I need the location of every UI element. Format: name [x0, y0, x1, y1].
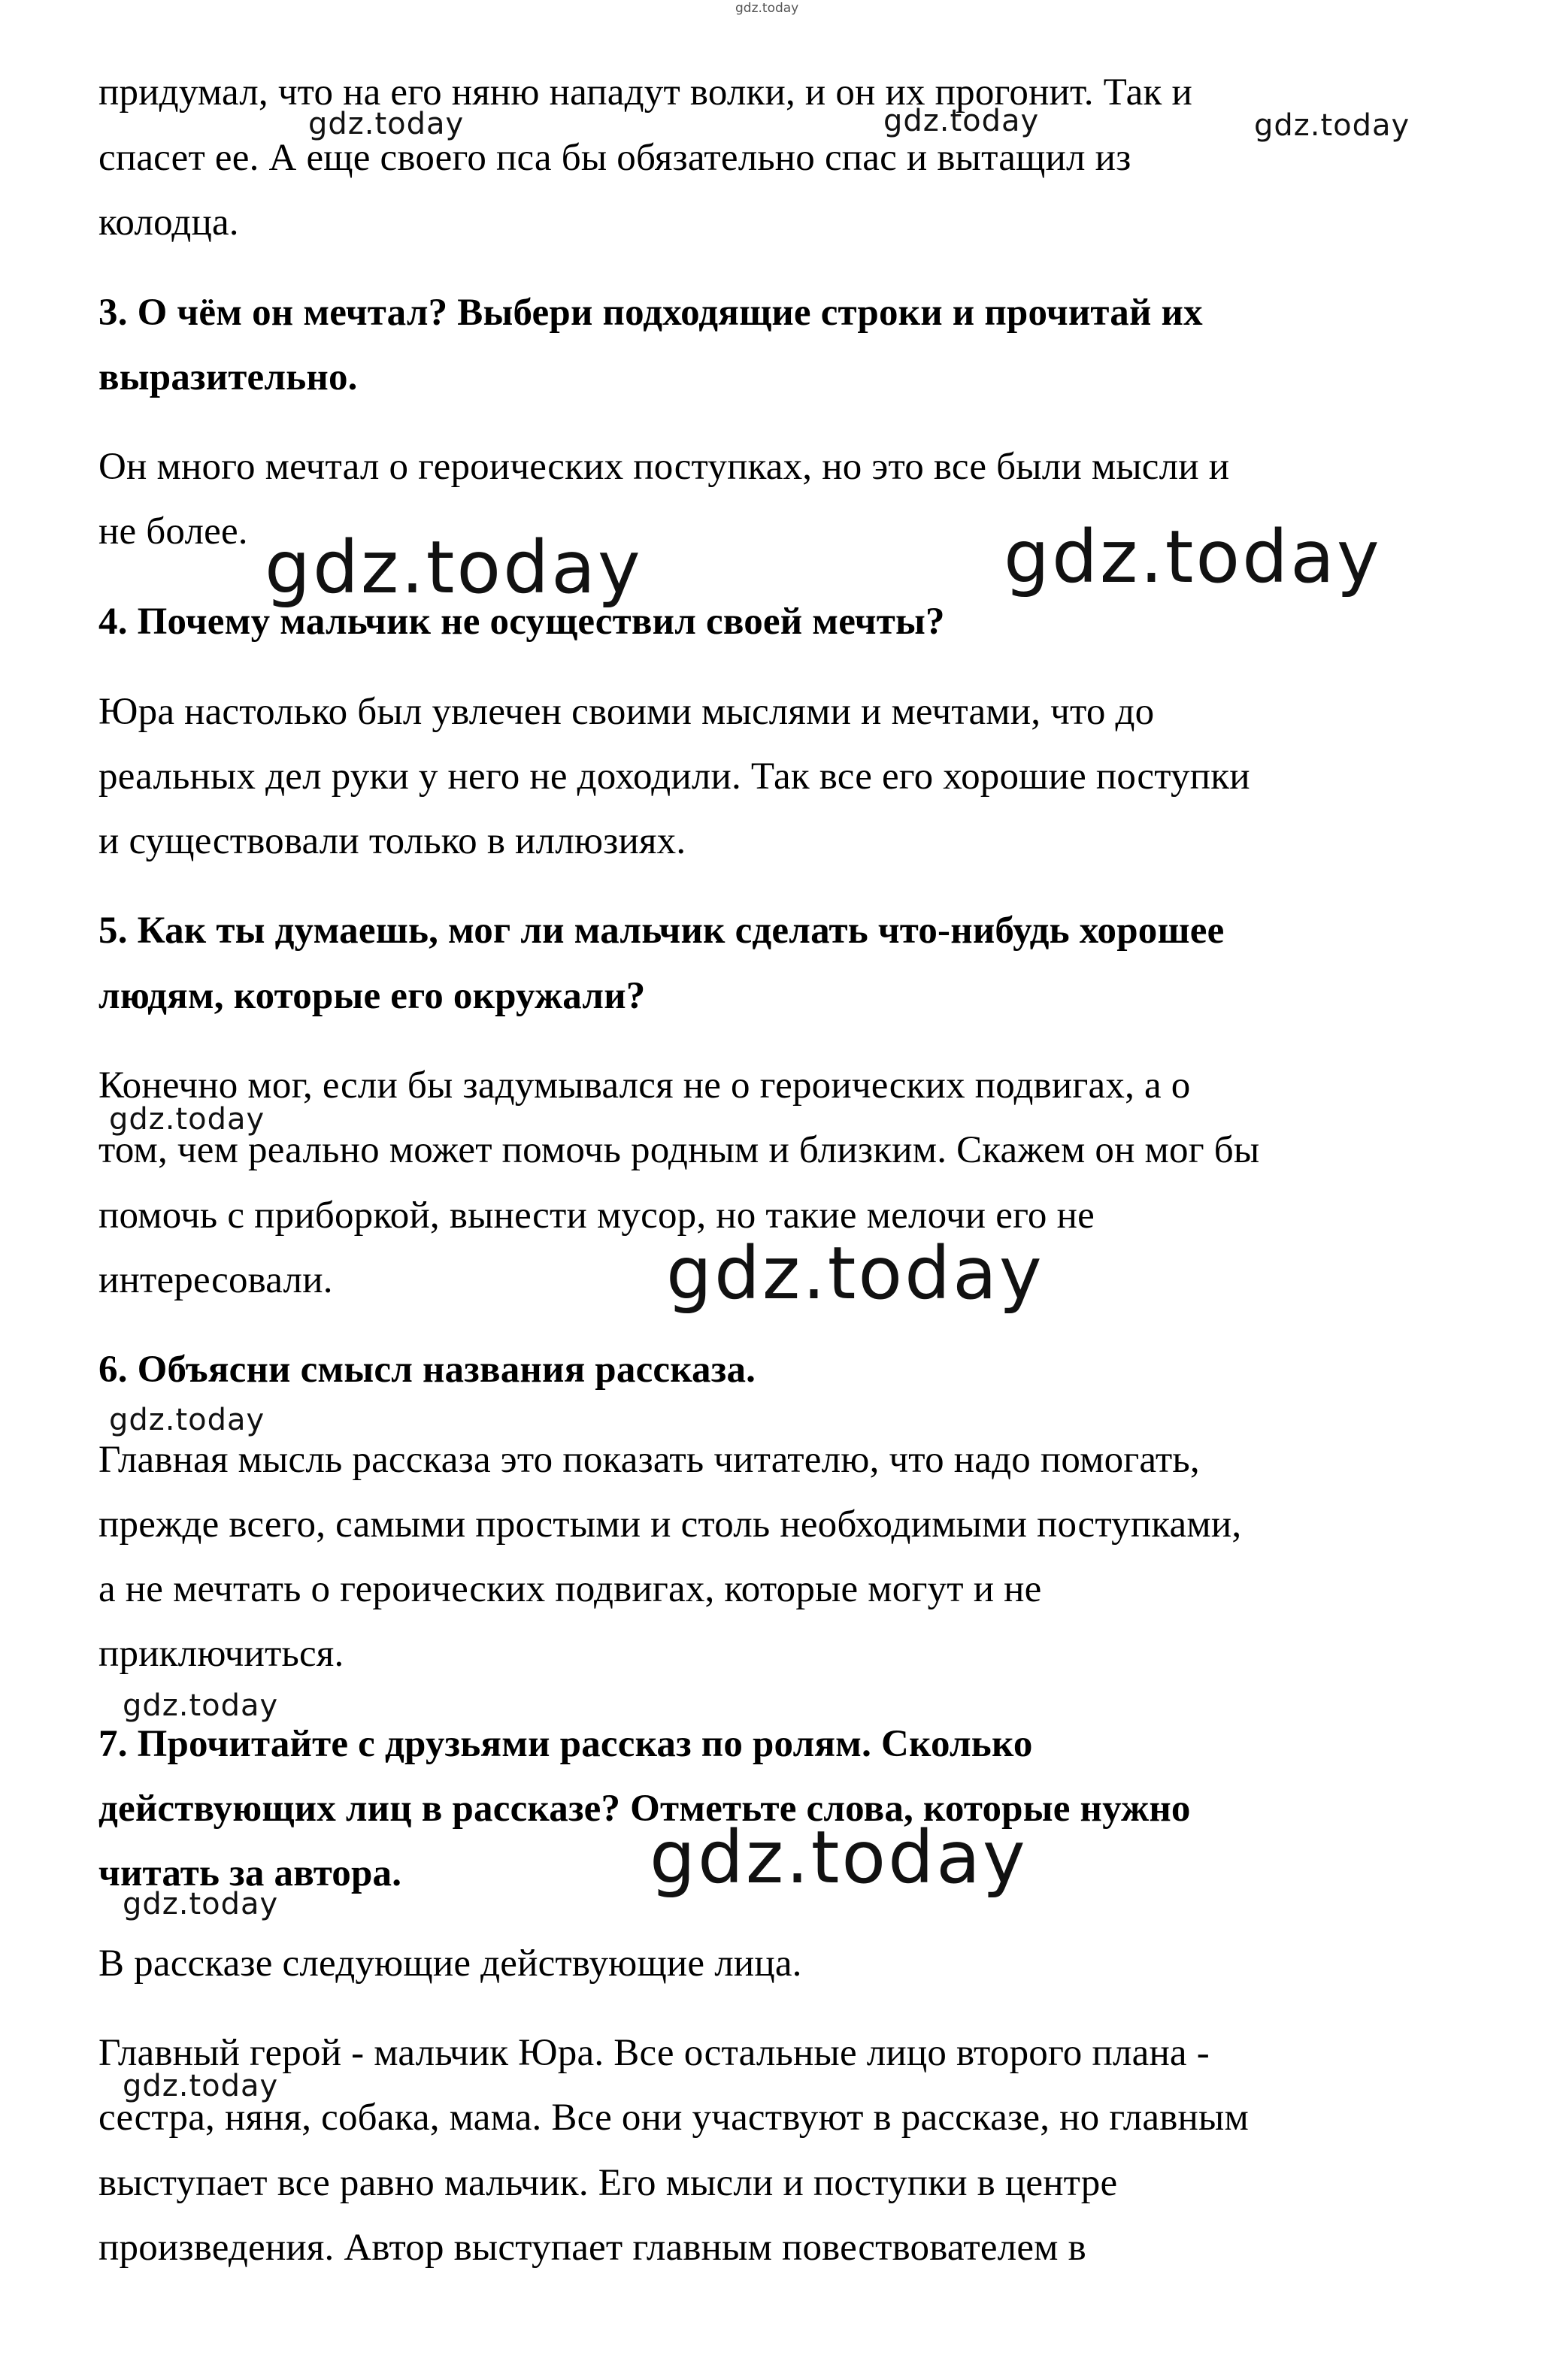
answer-text-line: спасет ее. А еще своего пса бы обязательно спас и вытащил из	[98, 137, 1131, 179]
question-3-line: 3. О чём он мечтал? Выбери подходящие строки и прочитай их	[98, 292, 1203, 334]
question-5-line: людям, которые его окружали?	[98, 975, 646, 1017]
watermark: gdz.today	[123, 1887, 279, 1921]
watermark: gdz.today	[265, 525, 643, 610]
answer-text-line: Юра настолько был увлечен своими мыслями и мечтами, что до	[98, 691, 1155, 733]
answer-text-line: том, чем реально может помочь родным и близким. Скажем он мог бы	[98, 1129, 1260, 1171]
watermark: gdz.today	[1004, 515, 1382, 599]
answer-text-line: приключиться.	[98, 1633, 344, 1675]
watermark: gdz.today	[123, 1688, 279, 1723]
watermark: gdz.today	[883, 104, 1040, 138]
answer-text-line: В рассказе следующие действующие лица.	[98, 1942, 802, 1985]
answer-text-line: и существовали только в иллюзиях.	[98, 820, 686, 862]
question-7-line: читать за автора.	[98, 1852, 402, 1894]
answer-text-line: Главный герой - мальчик Юра. Все остальные лицо второго плана -	[98, 2032, 1210, 2074]
answer-text-line: Он много мечтал о героических поступках, но это все были мысли и	[98, 446, 1230, 488]
answer-text-line: реальных дел руки у него не доходили. Так все его хорошие поступки	[98, 755, 1250, 798]
watermark: gdz.today	[109, 1102, 265, 1137]
question-4-line: 4. Почему мальчик не осуществил своей мечты?	[98, 601, 945, 643]
watermark: gdz.today	[650, 1815, 1028, 1900]
watermark: gdz.today	[1254, 108, 1410, 143]
answer-text-line: помочь с приборкой, вынести мусор, но такие мелочи его не	[98, 1195, 1095, 1237]
question-3-line: выразительно.	[98, 356, 358, 398]
question-5-line: 5. Как ты думаешь, мог ли мальчик сделать что-нибудь хорошее	[98, 910, 1225, 952]
answer-text-line: сестра, няня, собака, мама. Все они участвуют в рассказе, но главным	[98, 2097, 1249, 2139]
answer-text-line: а не мечтать о героических подвигах, которые могут и не	[98, 1568, 1042, 1610]
header-watermark: gdz.today	[735, 1, 799, 16]
watermark: gdz.today	[109, 1403, 265, 1437]
watermark: gdz.today	[123, 2069, 279, 2103]
answer-text-line: Главная мысль рассказа это показать читателю, что надо помогать,	[98, 1439, 1200, 1481]
answer-text-line: придумал, что на его няню нападут волки, и он их прогонит. Так и	[98, 71, 1192, 114]
answer-text-line: не более.	[98, 510, 248, 553]
answer-text-line: произведения. Автор выступает главным повествователем в	[98, 2227, 1086, 2269]
question-6-line: 6. Объясни смысл названия рассказа.	[98, 1349, 756, 1391]
watermark: gdz.today	[666, 1231, 1044, 1316]
answer-text-line: Конечно мог, если бы задумывался не о героических подвигах, а о	[98, 1064, 1191, 1107]
answer-text-line: интересовали.	[98, 1259, 333, 1301]
answer-text-line: прежде всего, самыми простыми и столь необходимыми поступками,	[98, 1503, 1242, 1546]
answer-text-line: выступает все равно мальчик. Его мысли и поступки в центре	[98, 2162, 1118, 2204]
question-7-line: 7. Прочитайте с друзьями рассказ по ролям. Сколько	[98, 1723, 1033, 1765]
watermark: gdz.today	[308, 107, 465, 141]
question-7-line: действующих лиц в рассказе? Отметьте слова, которые нужно	[98, 1788, 1191, 1830]
answer-text-line: колодца.	[98, 201, 239, 244]
